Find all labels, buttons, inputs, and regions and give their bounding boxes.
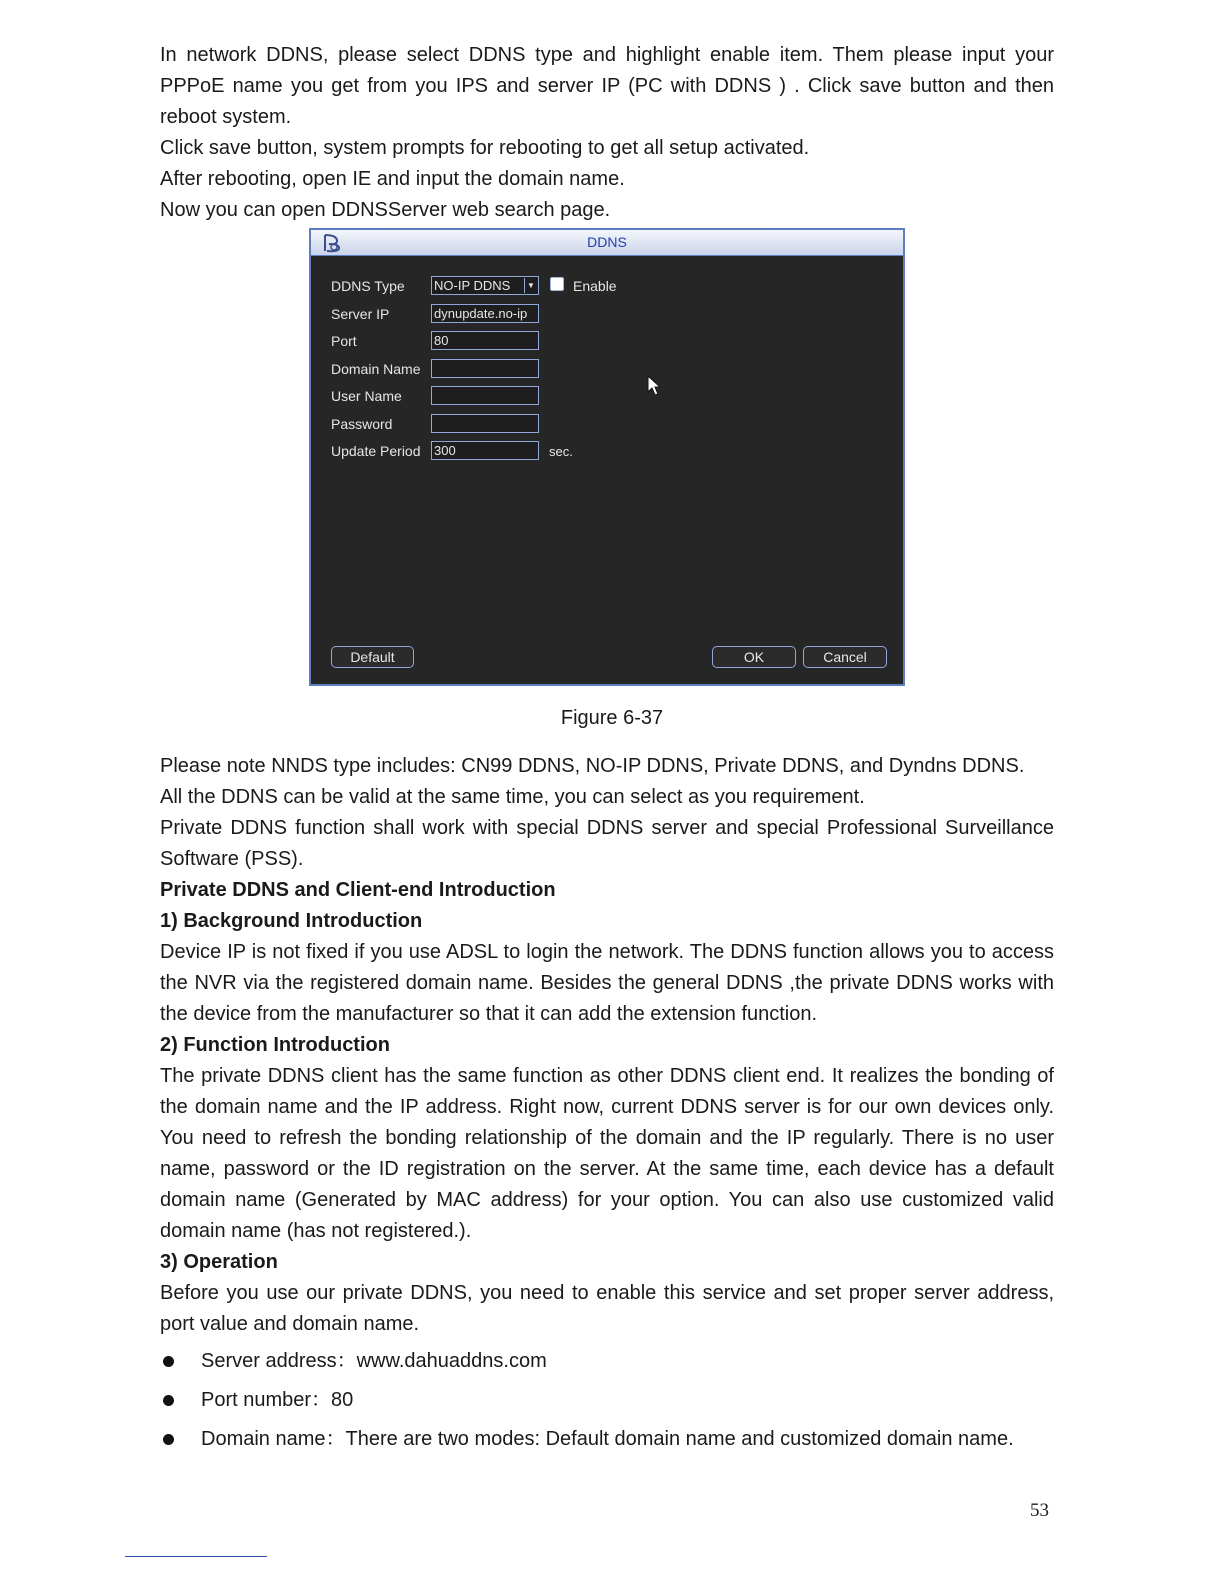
function-text: The private DDNS client has the same function as other DDNS client end. It realizes the bonding of the domain name and the IP address. Right now, current DDNS server is for our own devices only. You need to refresh the bonding relationship of the domain and the IP regularly. There is no user name, password or the ID registration on the server. At the same time, each device has a default domain name (Generated by MAC address) for your option. You can also use customized valid domain name (has not registered.). bbox=[160, 1065, 1054, 1242]
domain-name-label: Domain Name bbox=[331, 361, 421, 377]
ok-button[interactable]: OK bbox=[712, 646, 796, 668]
server-ip-label: Server IP bbox=[331, 306, 390, 322]
figure-caption: Figure 6-37 bbox=[560, 707, 664, 729]
default-button[interactable]: Default bbox=[331, 646, 414, 668]
dialog-title: DDNS bbox=[587, 234, 627, 250]
list-item: Port number：80 bbox=[160, 1381, 1054, 1420]
heading-background: 1) Background Introduction bbox=[160, 910, 423, 932]
update-period-unit: sec. bbox=[549, 444, 573, 459]
operation-text: Before you use our private DDNS, you need to enable this service and set proper server address, port value and domain name. bbox=[160, 1282, 1054, 1335]
password-input[interactable] bbox=[431, 414, 539, 433]
heading-private-ddns: Private DDNS and Client-end Introduction bbox=[160, 879, 556, 901]
ddns-type-select[interactable] bbox=[431, 276, 539, 295]
bullet-icon bbox=[163, 1434, 174, 1445]
password-label: Password bbox=[331, 416, 393, 432]
ddns-dialog bbox=[309, 228, 905, 686]
dialog-titlebar bbox=[311, 230, 903, 256]
update-period-input[interactable]: 300 bbox=[431, 441, 539, 460]
intro-paragraph: In network DDNS, please select DDNS type and highlight enable item. Them please input your PPPoE name you get from you IPS and server IP (PC with DDNS ) . Click save button and then reboot system. bbox=[160, 44, 1054, 128]
body-section bbox=[160, 751, 1054, 1459]
server-ip-input[interactable]: dynupdate.no-ip bbox=[431, 304, 539, 323]
list-item: Server address：www.dahuaddns.com bbox=[160, 1342, 1054, 1381]
heading-operation: 3) Operation bbox=[160, 1251, 278, 1273]
port-label: Port bbox=[331, 333, 357, 349]
mouse-cursor-icon bbox=[647, 375, 663, 397]
domain-name-input[interactable] bbox=[431, 359, 539, 378]
bullet-icon bbox=[163, 1356, 174, 1367]
bullet-icon bbox=[163, 1395, 174, 1406]
footer-rule bbox=[125, 1556, 267, 1557]
page-number: 53 bbox=[1030, 1500, 1049, 1521]
note-private: Private DDNS function shall work with special DDNS server and special Professional Surveillance Software (PSS). bbox=[160, 817, 1054, 870]
list-item: Domain name：There are two modes: Default domain name and customized domain name. bbox=[160, 1420, 1054, 1459]
ddns-type-label: DDNS Type bbox=[331, 278, 405, 294]
note-valid: All the DDNS can be valid at the same time, you can select as you requirement. bbox=[160, 786, 865, 808]
ddns-type-value: NO-IP DDNS bbox=[434, 278, 511, 293]
update-period-label: Update Period bbox=[331, 443, 421, 459]
heading-function: 2) Function Introduction bbox=[160, 1034, 390, 1056]
background-text: Device IP is not fixed if you use ADSL to login the network. The DDNS function allows you to access the NVR via the registered domain name. Besides the general DDNS ,the private DDNS works with the device from the manufacturer so that it can add the extension function. bbox=[160, 941, 1054, 1025]
port-input[interactable]: 80 bbox=[431, 331, 539, 350]
cancel-button[interactable]: Cancel bbox=[803, 646, 887, 668]
intro-line-search: Now you can open DDNSServer web search page. bbox=[160, 199, 611, 221]
note-types: Please note NNDS type includes: CN99 DDNS, NO-IP DDNS, Private DDNS, and Dyndns DDNS. bbox=[160, 755, 1025, 777]
user-name-label: User Name bbox=[331, 388, 402, 404]
bullet-list bbox=[160, 1342, 1054, 1459]
chevron-down-icon[interactable]: ▼ bbox=[524, 278, 537, 293]
user-name-input[interactable] bbox=[431, 386, 539, 405]
enable-label: Enable bbox=[573, 278, 617, 294]
intro-line-save: Click save button, system prompts for rebooting to get all setup activated. bbox=[160, 137, 810, 159]
enable-checkbox[interactable] bbox=[550, 277, 564, 291]
intro-section bbox=[160, 40, 1054, 226]
intro-line-reboot: After rebooting, open IE and input the domain name. bbox=[160, 168, 625, 190]
